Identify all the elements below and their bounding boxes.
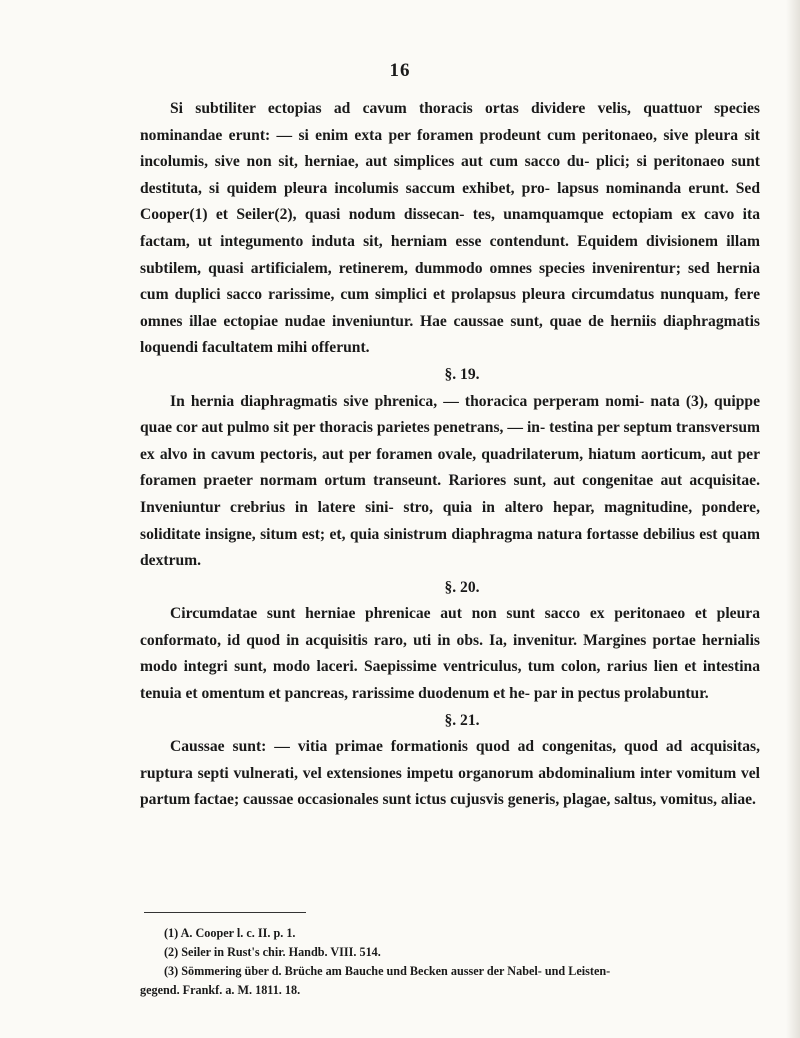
page-number: 16 [389,60,411,81]
section-heading-20: §. 20. [444,578,480,596]
footnote-3-continuation: gegend. Frankf. a. M. 1811. 18. [140,983,301,997]
paragraph-section-20: Circumdatae sunt herniae phrenicae aut non sunt sacco ex peritonaeo et pleura conformato, id quod in acquisitis raro, uti in obs. Ia, invenitur. Margines portae hernialis modo integri sunt, modo laceri. Saepissime ventriculus, tum colon, rarius lien et intestina tenuia et omentum et pancreas, rarissime duodenum et he- par in pectus prolabuntur. [140,605,760,703]
paragraph-section-21: Caussae sunt: — vitia primae formationis quod ad congenitas, quod ad acquisitas, ruptura septi vulnerati, vel extensiones impetu organorum abdominalium inter vomitum vel partum factae; caussae occasionales sunt ictus cujusvis generis, plagae, saltus, vomitus, aliae. [140,738,760,809]
paragraph-intro: Si subtiliter ectopias ad cavum thoracis ortas dividere velis, quattuor species nominandae erunt: — si enim exta per foramen prodeunt cum peritonaeo, sive pleura sit incolumis, sive non sit, herniae, aut simplices aut cum sacco du- plici; si peritonaeo sunt destituta, si quidem pleura incolumis saccum exhibet, pro- lapsus nominanda erunt. Sed Cooper(1) et Seiler(2), quasi nodum dissecan- tes, unamquamque ectopiam ex cavo ita factam, ut integumento induta sit, herniam esse contendunt. Equidem divisionem illam subtilem, quasi artificialem, retinerem, dummodo omnes species invenirentur; sed hernia cum duplici sacco rarissime, cum simplici et prolapsus pleura circumdatus nunquam, fere omnes illae ectopiae nudae inveniuntur. Hae caussae sunt, quae de herniis diaphragmatis loquendi facultatem mihi offerunt. [140,100,760,357]
footnote-divider [144,912,306,913]
page-edge-shadow [786,0,800,1038]
section-heading-21: §. 21. [444,711,480,729]
footnote-1: (1) A. Cooper l. c. II. p. 1. [164,926,296,940]
footnote-2: (2) Seiler in Rust's chir. Handb. VIII. 514. [164,945,381,959]
paragraph-section-19: In hernia diaphragmatis sive phrenica, — thoracica perperam nomi- nata (3), quippe quae cor aut pulmo sit per thoracis parietes penetrans, — in- testina per septum transversum ex alvo in cavum pectoris, aut per foramen ovale, quadrilaterum, hiatum aorticum, aut per foramen praeter normam ortum transeunt. Rariores sunt, aut congenitae aut acquisitae. Inveniuntur crebrius in latere sini- stro, quia in altero hepar, magnitudine, pondere, soliditate insigne, situm est; et, quia sinistrum diaphragma natura fortasse debilius est quam dextrum. [140,392,760,570]
main-text [140,96,760,814]
footnotes [140,924,760,1000]
section-heading-19: §. 19. [444,365,480,383]
footnote-3: (3) Sömmering über d. Brüche am Bauche und Becken ausser der Nabel- und Leisten- [164,964,611,978]
